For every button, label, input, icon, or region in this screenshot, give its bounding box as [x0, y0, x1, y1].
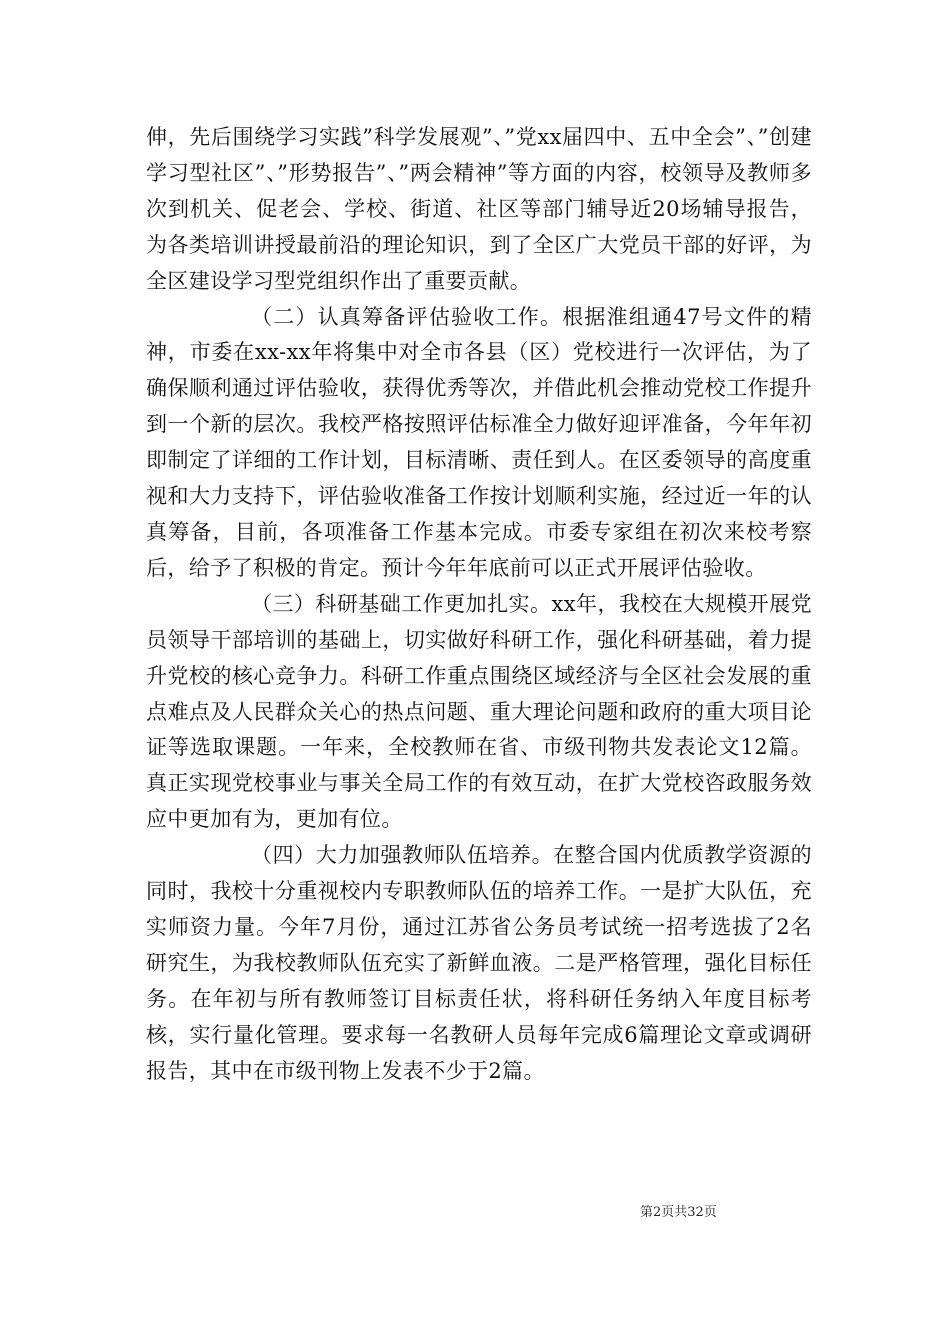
paragraph-research-foundation: （三）科研基础工作更加扎实。xx年，我校在大规模开展党员领导干部培训的基础上，切实做好科研工作，强化科研基础，着力提升党校的核心竞争力。科研工作重点围绕区域经济与全区社会发展的重点难点及人民群众关心的热点问题、重大理论问题和政府的重大项目论证等选取课题。一年来，全校教师在省、市级刊物共发表论文12篇。真正实现党校事业与事关全局工作的有效互动，在扩大党校咨政服务效应中更加有为，更加有位。: [146, 591, 812, 832]
paragraph-evaluation-preparation: （二）认真筹备评估验收工作。根据淮组通47号文件的精神，市委在xx-xx年将集中对全市各县（区）党校进行一次评估，为了确保顺利通过评估验收，获得优秀等次，并借此机会推动党校工作提升到一个新的层次。我校严格按照评估标准全力做好迎评准备，今年年初即制定了详细的工作计划，目标清晰、责任到人。在区委领导的高度重视和大力支持下，评估验收准备工作按计划顺利实施，经过近一年的认真筹备，目前，各项准备工作基本完成。市委专家组在初次来校考察后，给予了积极的肯定。预计今年年底前可以正式开展评估验收。: [146, 304, 812, 580]
document-body: [146, 120, 812, 1089]
page-number-footer: 第2页共32页: [640, 1205, 717, 1220]
paragraph-continuation: 伸，先后围绕学习实践”科学发展观”、”党xx届四中、五中全会”、”创建学习型社区”、”形势报告”、”两会精神”等方面的内容，校领导及教师多次到机关、促老会、学校、街道、社区等部门辅导近20场辅导报告，为各类培训讲授最前沿的理论知识，到了全区广大党员干部的好评，为全区建设学习型党组织作出了重要贡献。: [146, 125, 812, 293]
paragraph-teacher-training: （四）大力加强教师队伍培养。在整合国内优质教学资源的同时，我校十分重视校内专职教师队伍的培养工作。一是扩大队伍，充实师资力量。今年7月份，通过江苏省公务员考试统一招考选拔了2名研究生，为我校教师队伍充实了新鲜血液。二是严格管理，强化目标任务。在年初与所有教师签订目标责任状，将科研任务纳入年度目标考核，实行量化管理。要求每一名教研人员每年完成6篇理论文章或调研报告，其中在市级刊物上发表不少于2篇。: [146, 843, 812, 1083]
